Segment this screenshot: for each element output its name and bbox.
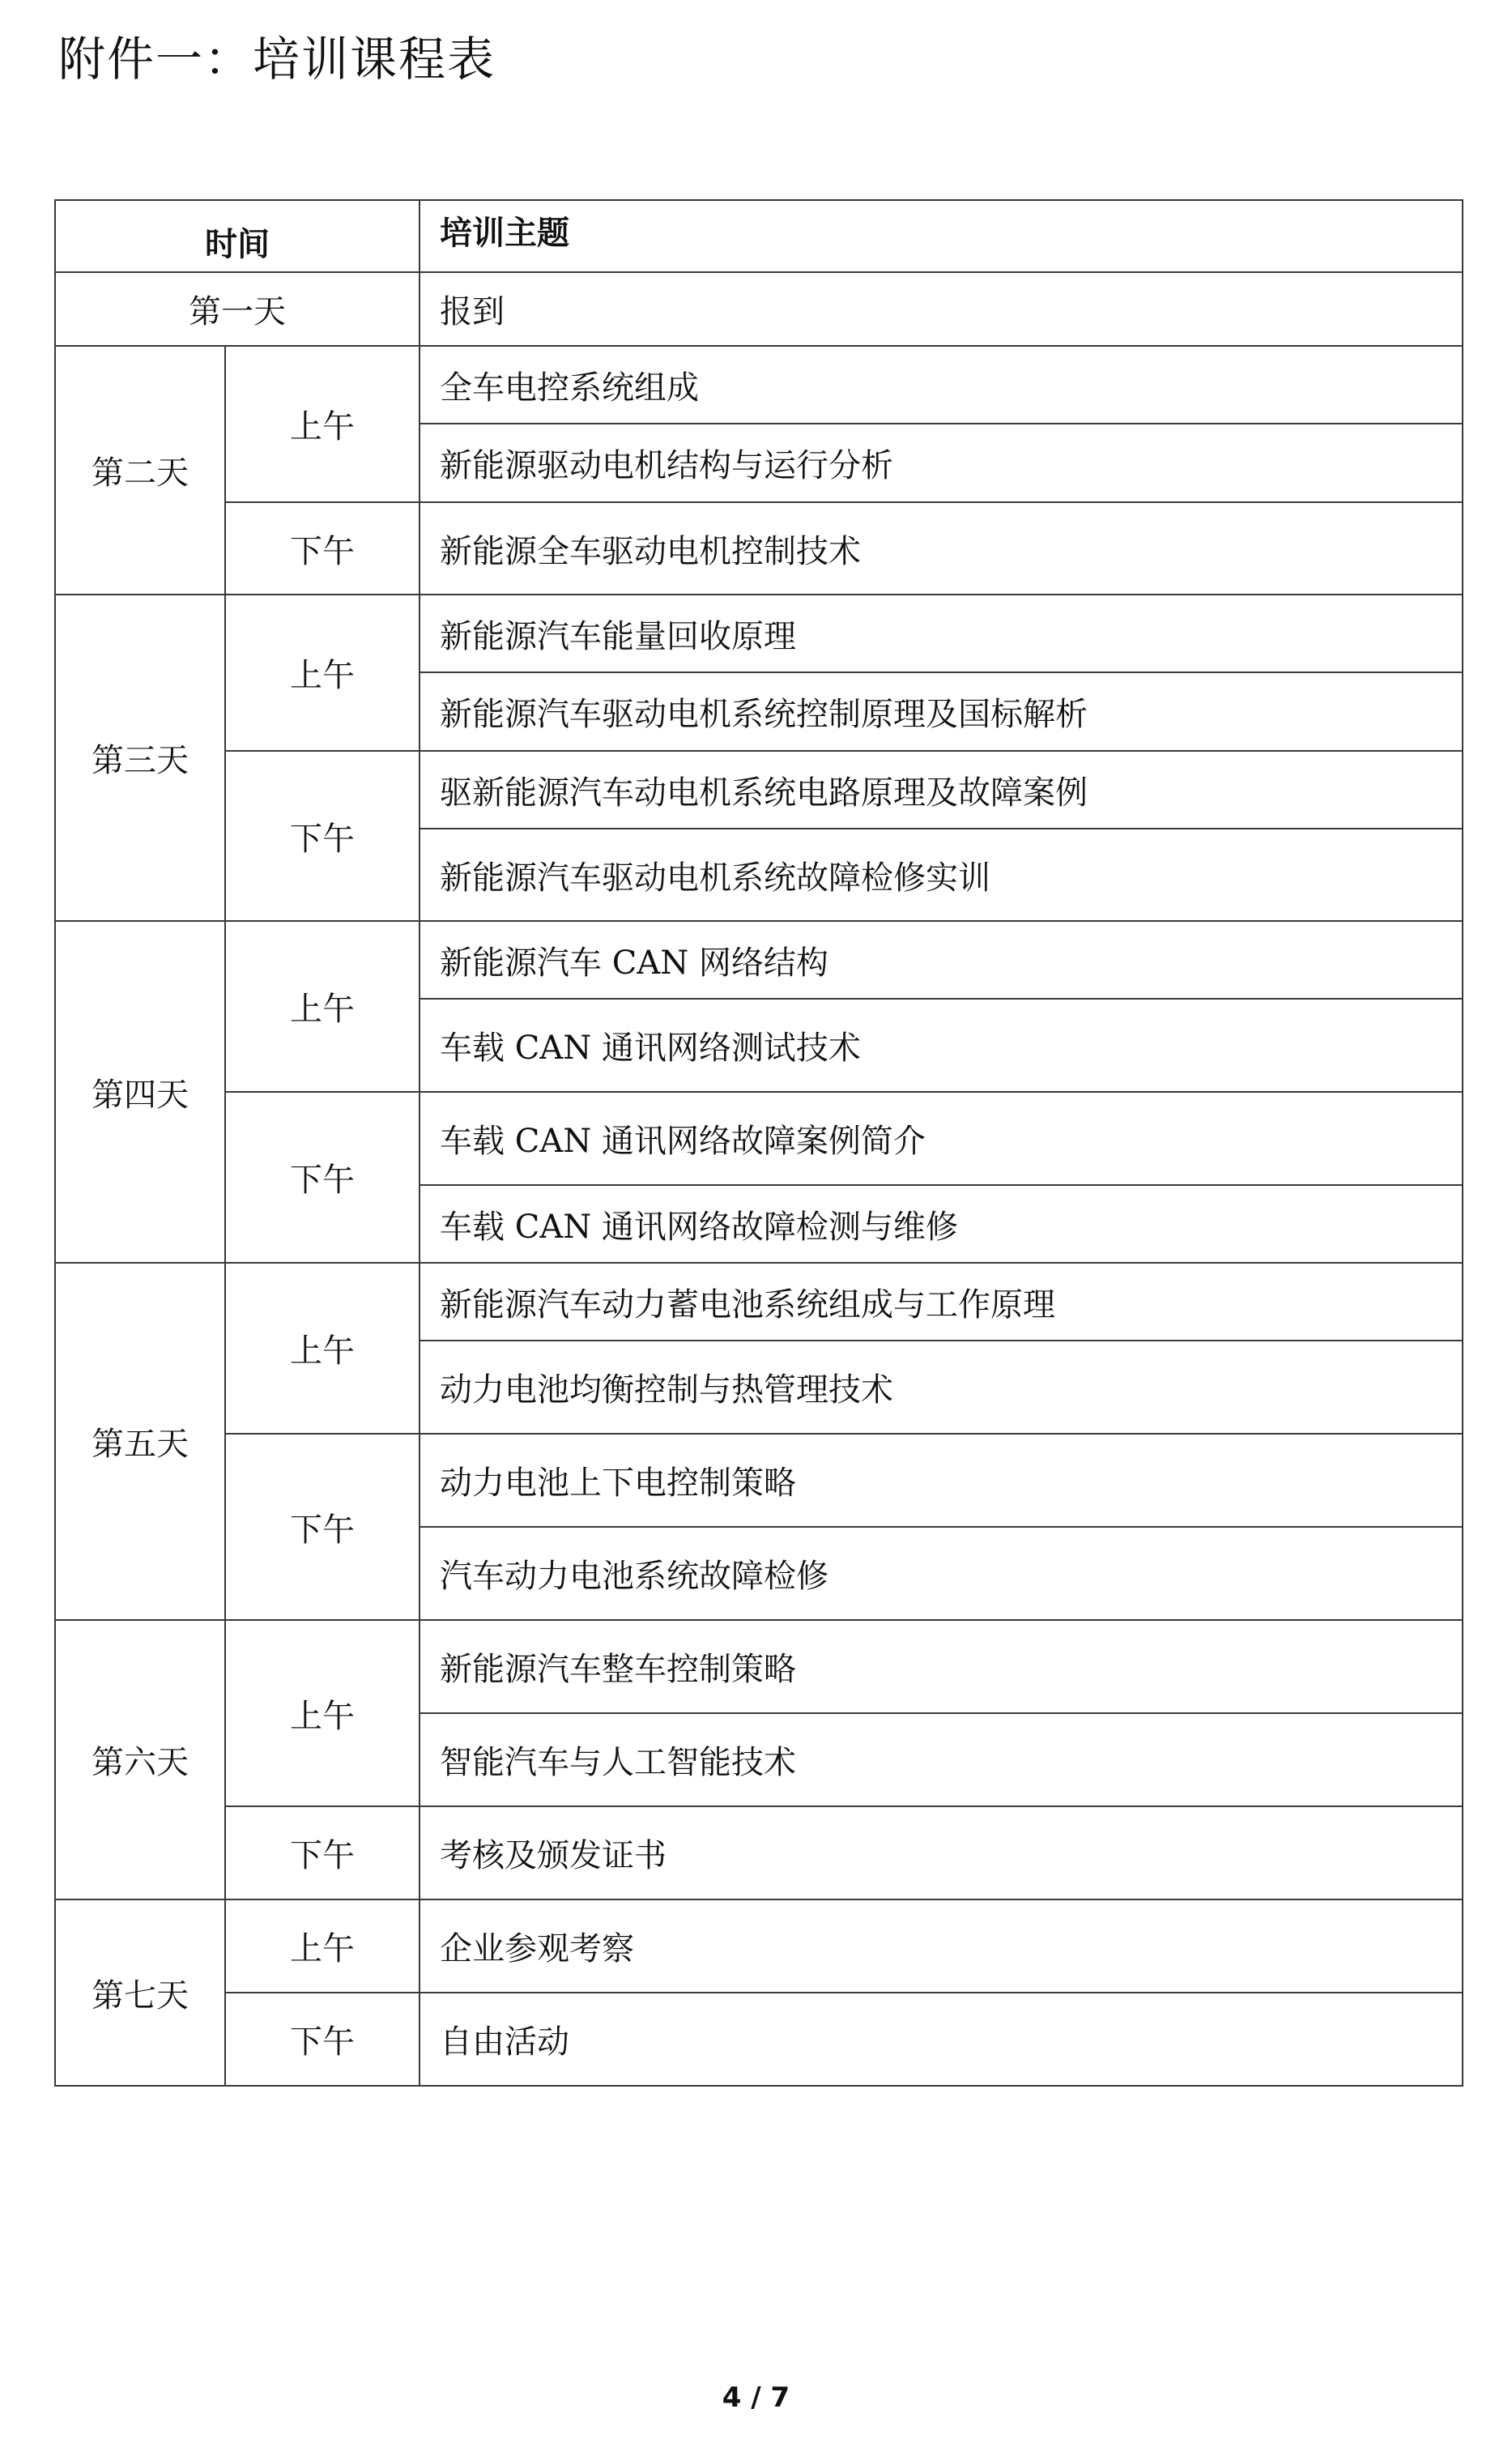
period-label: 下午: [225, 1993, 420, 2086]
topic-cell: 新能源汽车驱动电机系统控制原理及国标解析: [420, 672, 1463, 751]
topic-cell: 汽车动力电池系统故障检修: [420, 1527, 1463, 1620]
period-label: 上午: [225, 1899, 420, 1993]
day-label: 第一天: [55, 272, 420, 346]
topic-cell: 考核及颁发证书: [420, 1806, 1463, 1899]
period-label: 下午: [225, 1434, 420, 1620]
period-label: 上午: [225, 921, 420, 1092]
table-row: [55, 346, 1463, 424]
topic-cell: 驱新能源汽车动电机系统电路原理及故障案例: [420, 751, 1463, 829]
table-row: [55, 1899, 1463, 1993]
table-header-row: [55, 200, 1463, 272]
period-label: 上午: [225, 346, 420, 502]
topic-cell: 企业参观考察: [420, 1899, 1463, 1993]
table-row: [55, 1993, 1463, 2086]
period-label: 下午: [225, 751, 420, 921]
table-row: [55, 751, 1463, 829]
topic-cell: 报到: [420, 272, 1463, 346]
table-row: [55, 1092, 1463, 1185]
period-label: 上午: [225, 595, 420, 751]
period-label: 上午: [225, 1620, 420, 1806]
topic-cell: 新能源驱动电机结构与运行分析: [420, 424, 1463, 502]
table-row: [55, 595, 1463, 672]
period-label: 下午: [225, 1806, 420, 1899]
training-schedule-table: [54, 199, 1463, 2087]
period-label: 上午: [225, 1263, 420, 1434]
topic-cell: 自由活动: [420, 1993, 1463, 2086]
topic-cell: 智能汽车与人工智能技术: [420, 1713, 1463, 1806]
topic-cell: 新能源汽车驱动电机系统故障检修实训: [420, 829, 1463, 921]
topic-cell: 车载 CAN 通讯网络故障案例简介: [420, 1092, 1463, 1185]
topic-cell: 动力电池均衡控制与热管理技术: [420, 1341, 1463, 1434]
document-title: 附件一：培训课程表: [58, 32, 496, 87]
topic-cell: 新能源汽车能量回收原理: [420, 595, 1463, 672]
topic-cell: 新能源汽车 CAN 网络结构: [420, 921, 1463, 999]
table-row: [55, 1263, 1463, 1341]
day-label: 第三天: [55, 595, 225, 921]
day-label: 第五天: [55, 1263, 225, 1620]
period-label: 下午: [225, 1092, 420, 1263]
day-label: 第七天: [55, 1899, 225, 2086]
topic-cell: 动力电池上下电控制策略: [420, 1434, 1463, 1527]
topic-cell: 车载 CAN 通讯网络测试技术: [420, 999, 1463, 1092]
period-label: 下午: [225, 502, 420, 595]
header-topic: 培训主题: [420, 200, 1463, 272]
table-row: [55, 502, 1463, 595]
table-row: [55, 272, 1463, 346]
day-label: 第二天: [55, 346, 225, 595]
day-label: 第六天: [55, 1620, 225, 1899]
table-row: [55, 1434, 1463, 1527]
table-row: [55, 1806, 1463, 1899]
topic-cell: 全车电控系统组成: [420, 346, 1463, 424]
header-time: 时间: [55, 200, 420, 272]
table-row: [55, 921, 1463, 999]
topic-cell: 新能源全车驱动电机控制技术: [420, 502, 1463, 595]
table-row: [55, 1620, 1463, 1713]
topic-cell: 新能源汽车动力蓄电池系统组成与工作原理: [420, 1263, 1463, 1341]
topic-cell: 新能源汽车整车控制策略: [420, 1620, 1463, 1713]
topic-cell: 车载 CAN 通讯网络故障检测与维修: [420, 1185, 1463, 1263]
day-label: 第四天: [55, 921, 225, 1263]
page-number: 4 / 7: [722, 2381, 790, 2414]
